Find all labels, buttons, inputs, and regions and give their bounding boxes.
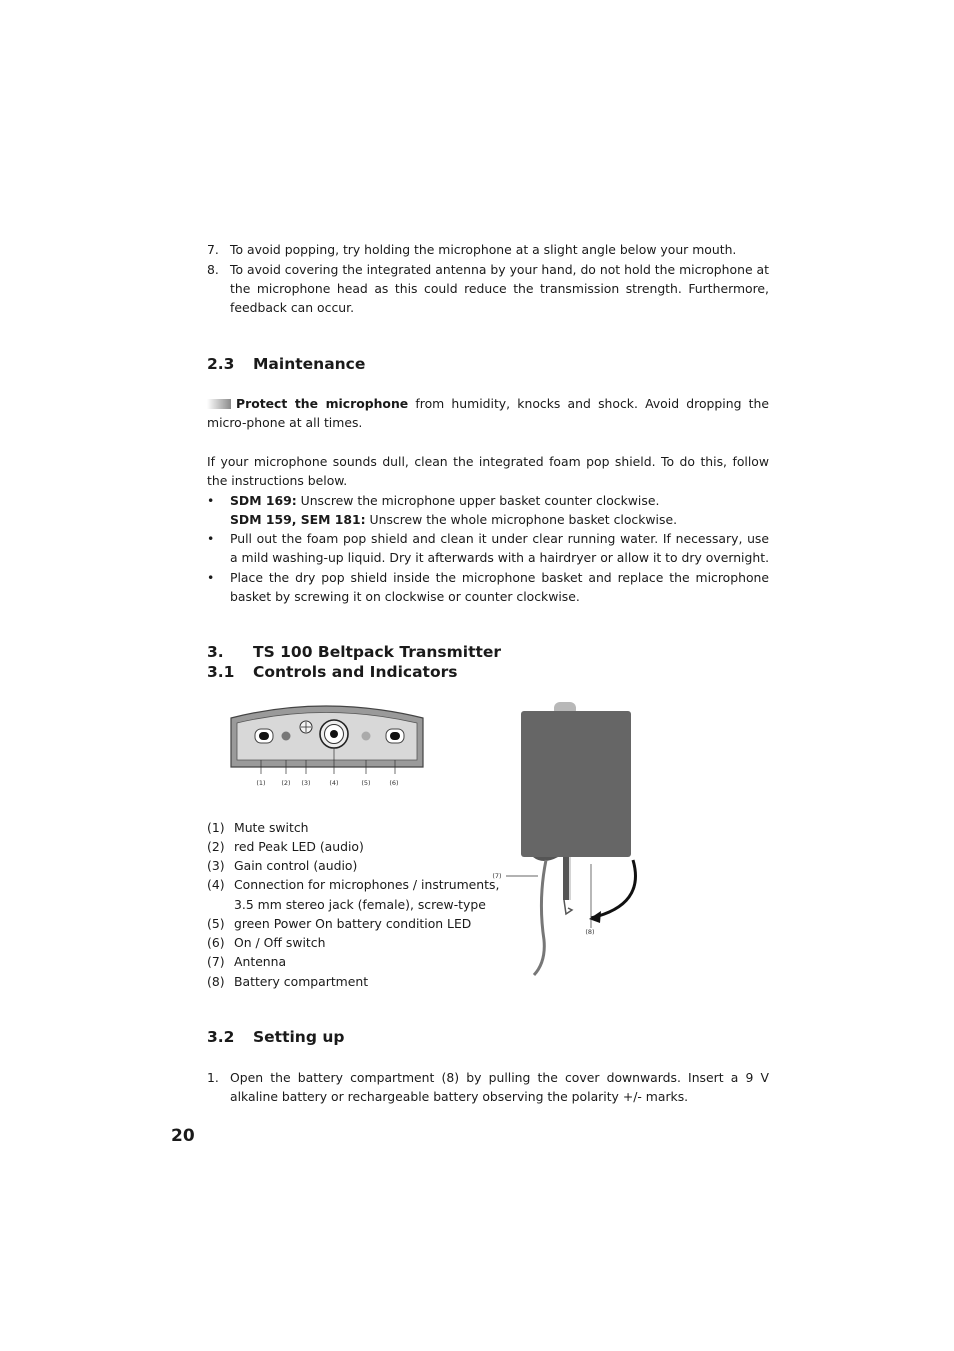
section-heading-maintenance: 2.3 Maintenance (207, 355, 366, 373)
label-4: (4) (329, 779, 339, 787)
controls-item-5: (5) green Power On battery condition LED (207, 916, 472, 931)
label-6: (6) (389, 779, 399, 787)
antenna-icon (534, 860, 546, 975)
list-number-8: 8. (207, 262, 219, 277)
peak-led-icon (282, 732, 291, 741)
maintenance-paragraph: If your microphone sounds dull, clean the integrated foam pop shield. To do this, follow the instructions below. (207, 454, 769, 488)
gain-control-icon (300, 721, 312, 733)
transmitter-body (521, 711, 631, 857)
section-heading-setup: 3.2 Setting up (207, 1028, 345, 1046)
label-3: (3) (301, 779, 311, 787)
bullet-icon: • (207, 493, 215, 508)
transmitter-top-panel-figure (225, 700, 435, 795)
label-7: (7) (492, 872, 502, 880)
section-heading-transmitter: 3. TS 100 Beltpack Transmitter (207, 643, 502, 661)
controls-item-6: (6) On / Off switch (207, 935, 326, 950)
bullet-replace: Place the dry pop shield inside the microphone basket and replace the microphone basket by screwing it on clockwise or counter clockwise. (230, 570, 769, 604)
label-2: (2) (281, 779, 291, 787)
bullet-icon: • (207, 570, 215, 585)
controls-item-4-cont: 3.5 mm stereo jack (female), screw-type (234, 897, 486, 912)
bullet-clean: Pull out the foam pop shield and clean it under clear running water. If necessary, use a mild washing-up liquid. Dry it afterwards with a hairdryer or allow it to dry overnight. (230, 531, 770, 565)
list-text-7: To avoid popping, try holding the microphone at a slight angle below your mouth. (230, 242, 737, 257)
bullet-sdm159: SDM 159, SEM 181: Unscrew the whole microphone basket clockwise. (230, 512, 678, 527)
power-switch-icon (386, 729, 404, 743)
bullet-icon: • (207, 531, 215, 546)
controls-item-2: (2) red Peak LED (audio) (207, 839, 364, 854)
controls-item-1: (1) Mute switch (207, 820, 309, 835)
section-heading-controls: 3.1 Controls and Indicators (207, 663, 458, 681)
controls-item-3: (3) Gain control (audio) (207, 858, 358, 873)
jack-connector-icon (320, 720, 348, 748)
page-number: 20 (171, 1126, 195, 1146)
maintenance-note: Protect the microphone from humidity, knocks and shock. Avoid dropping the micro-phone at all times. (207, 396, 769, 430)
list-number-7: 7. (207, 242, 219, 257)
setup-step-number: 1. (207, 1070, 219, 1085)
controls-item-8: (8) Battery compartment (207, 974, 369, 989)
label-1: (1) (256, 779, 266, 787)
bullet-sdm169: SDM 169: Unscrew the microphone upper basket counter clockwise. (230, 493, 660, 508)
controls-item-7: (7) Antenna (207, 954, 287, 969)
setup-step-text: Open the battery compartment (8) by pulling the cover downwards. Insert a 9 V alkaline battery or rechargeable battery observing the polarity +/- marks. (230, 1070, 769, 1104)
label-5: (5) (361, 779, 371, 787)
controls-item-4: (4) Connection for microphones / instruments, (207, 877, 500, 892)
battery-cover-icon (564, 857, 572, 914)
mute-switch-icon (255, 729, 273, 743)
transmitter-side-figure (488, 700, 648, 980)
note-marker-icon (207, 399, 231, 409)
arrow-down-icon (591, 860, 635, 918)
label-8: (8) (585, 928, 595, 936)
list-text-8: To avoid covering the integrated antenna by your hand, do not hold the microphone at the microphone head as this could reduce the transmission strength. Furthermore, feedback can occur. (230, 262, 769, 315)
power-led-icon (362, 732, 371, 741)
